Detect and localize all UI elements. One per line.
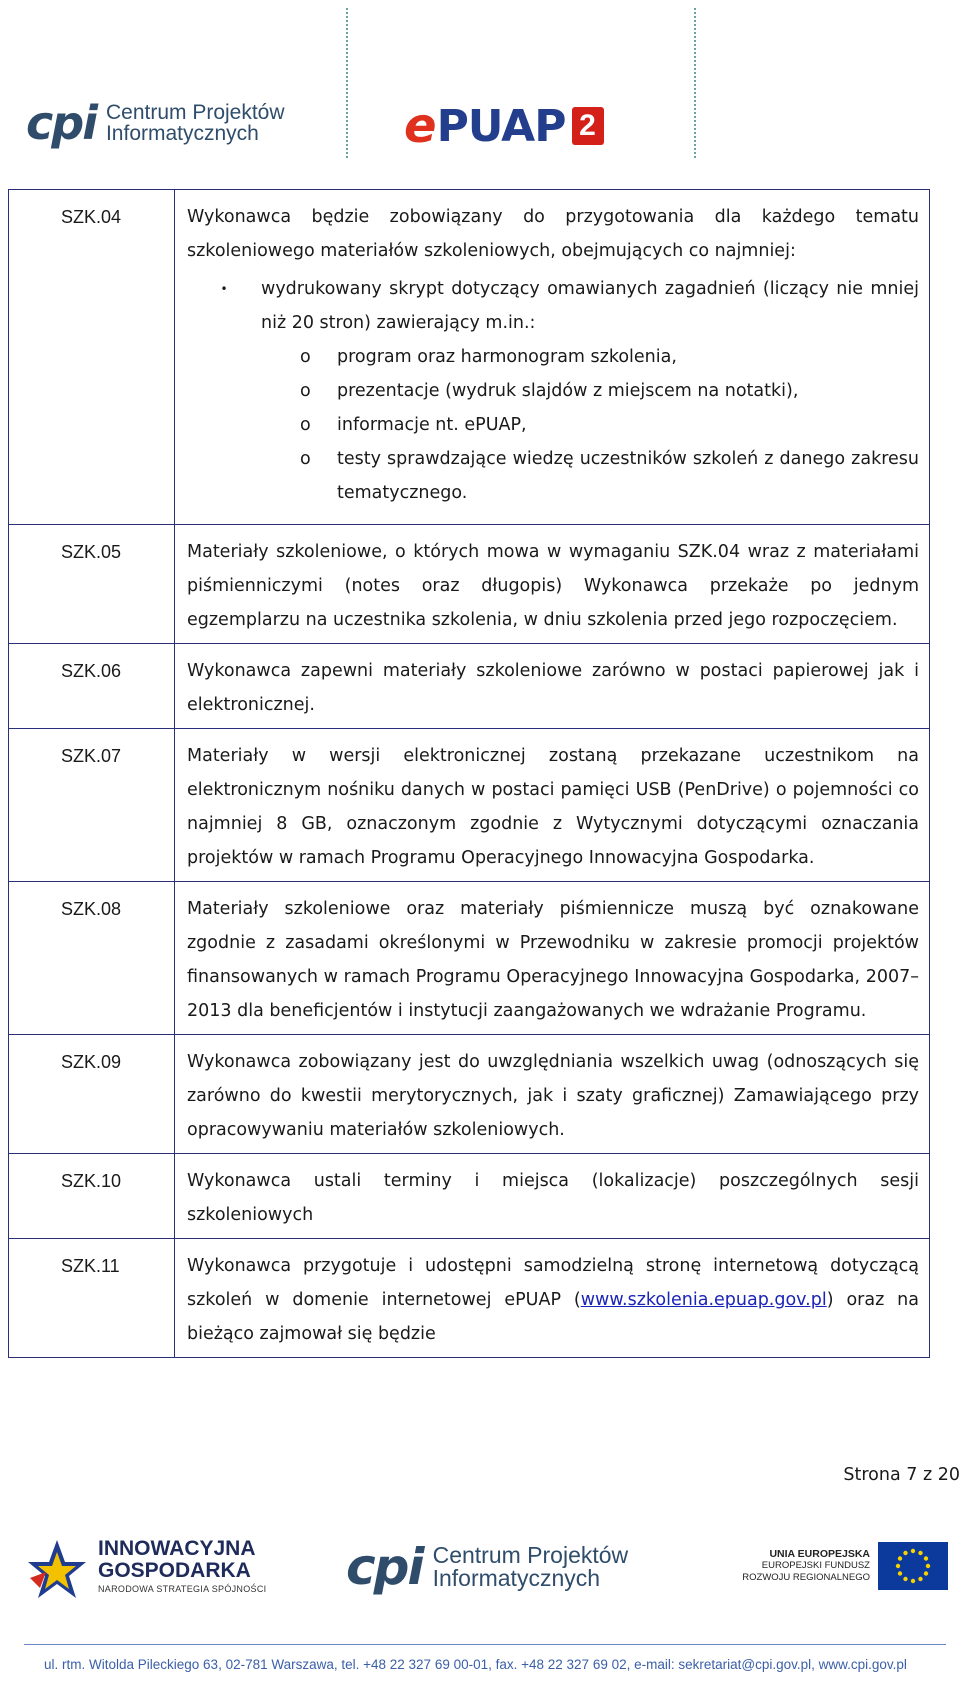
szkolenia-link[interactable]: www.szkolenia.epuap.gov.pl [580, 1290, 827, 1310]
epuap-logo [404, 98, 604, 154]
requirement-intro: Wykonawca będzie zobowiązany do przygotowania dla każdego tematu szkoleniowego materiałów szkoleniowych, obejmujących co najmniej: [187, 207, 919, 261]
requirement-code: SZK.04 [9, 190, 175, 525]
table-row [9, 190, 930, 525]
table-row [9, 1154, 930, 1239]
bullet-text: wydrukowany skrypt dotyczący omawianych zagadnień (liczący nie mniej niż 20 stron) zawierający m.in.: [261, 279, 919, 333]
innowacyjna-gospodarka-logo [26, 1538, 266, 1602]
requirements-table [8, 189, 930, 1358]
cpi-logo-line2: Informatycznych [105, 122, 259, 145]
eu-line2: EUROPEJSKI FUNDUSZ [761, 1560, 870, 1571]
ig-logo-line3: NARODOWA STRATEGIA SPÓJNOŚCI [98, 1584, 267, 1594]
eu-logo [742, 1542, 948, 1590]
eu-line3: ROZWOJU REGIONALNEGO [742, 1572, 870, 1583]
cpi-logo-header [26, 96, 285, 150]
epuap-logo-version: 2 [572, 107, 604, 145]
ig-logo-line2: GOSPODARKA [98, 1559, 251, 1582]
requirement-text-before-link: Wykonawca przygotuje i udostępni samodzielną stronę internetową dotyczącą szkoleń w domenie internetowej ePUAP ( [187, 1256, 919, 1310]
sub-bullet-icon: o [300, 449, 311, 469]
requirement-description: Wykonawca zapewni materiały szkoleniowe zarówno w postaci papierowej jak i elektronicznej. [175, 644, 930, 729]
bullet-item [187, 272, 919, 340]
requirement-code: SZK.11 [9, 1239, 175, 1358]
table-row [9, 729, 930, 882]
ig-star-icon [26, 1538, 88, 1602]
requirement-code: SZK.10 [9, 1154, 175, 1239]
requirement-description: Materiały szkoleniowe, o których mowa w wymaganiu SZK.04 wraz z materiałami piśmienniczymi (notes oraz długopis) Wykonawca przekaże po jednym egzemplarzu na uczestnika szkolenia, w dniu szkolenia przed jego rozpoczęciem. [175, 525, 930, 644]
requirement-code: SZK.05 [9, 525, 175, 644]
footer-divider [24, 1644, 946, 1645]
cpi-logo-line1: Centrum Projektów [432, 1541, 629, 1568]
eu-line1: UNIA EUROPEJSKA [769, 1548, 870, 1560]
requirement-code: SZK.08 [9, 882, 175, 1035]
table-row [9, 1035, 930, 1154]
sub-item [187, 340, 919, 374]
epuap-logo-e: e [404, 98, 437, 154]
eu-flag-icon [878, 1542, 948, 1590]
header-divider-2 [694, 8, 696, 158]
sub-item [187, 408, 919, 442]
requirement-description [175, 190, 930, 525]
sub-bullet-icon: o [300, 415, 311, 435]
page-number: Strona 7 z 20 [843, 1465, 960, 1485]
requirement-description: Wykonawca ustali terminy i miejsca (lokalizacje) poszczególnych sesji szkoleniowych [175, 1154, 930, 1239]
footer-logos [0, 1528, 960, 1618]
cpi-logo-mark: cpi [26, 96, 96, 150]
requirement-description: Materiały w wersji elektronicznej zostaną przekazane uczestnikom na elektronicznym nośniku danych w postaci pamięci USB (PenDrive) o pojemności co najmniej 8 GB, oznaczonym zgodnie z Wytycznymi dotyczącymi oznaczania projektów w ramach Programu Operacyjnego Innowacyjna Gospodarka. [175, 729, 930, 882]
table-row [9, 882, 930, 1035]
requirement-description [175, 1239, 930, 1358]
sub-item-text: informacje nt. ePUAP, [337, 415, 527, 435]
table-row [9, 644, 930, 729]
sub-bullet-icon: o [300, 347, 311, 367]
ig-logo-line1: INNOWACYJNA [98, 1537, 256, 1560]
epuap-logo-puap: PUAP [436, 100, 566, 152]
requirement-description: Wykonawca zobowiązany jest do uwzględniania wszelkich uwag (odnoszących się zarówno do kwestii merytorycznych, jak i szaty graficznej) Zamawiającego przy opracowywaniu materiałów szkoleniowych. [175, 1035, 930, 1154]
requirement-code: SZK.06 [9, 644, 175, 729]
footer-address: ul. rtm. Witolda Pileckiego 63, 02-781 Warszawa, tel. +48 22 327 69 00-01, fax. +48 22 327 69 02, e-mail: sekretariat@cpi.gov.pl, www.cpi.gov.pl [44, 1657, 907, 1672]
table-row [9, 525, 930, 644]
requirement-description: Materiały szkoleniowe oraz materiały piśmiennicze muszą być oznakowane zgodnie z zasadami określonymi w Przewodniku w zakresie promocji projektów finansowanych w ramach Programu Operacyjnego Innowacyjna Gospodarka, 2007–2013 dla beneficjentów i instytucji zaangażowanych we wdrażanie Programu. [175, 882, 930, 1035]
sub-item-text: prezentacje (wydruk slajdów z miejscem na notatki), [337, 381, 799, 401]
cpi-logo-mark: cpi [346, 1538, 423, 1596]
sub-item-text: testy sprawdzające wiedzę uczestników szkoleń z danego zakresu tematycznego. [337, 449, 919, 503]
sub-bullet-icon: o [300, 381, 311, 401]
requirement-code: SZK.09 [9, 1035, 175, 1154]
header-divider-1 [346, 8, 348, 158]
table-row [9, 1239, 930, 1358]
cpi-logo-line1: Centrum Projektów [105, 100, 285, 124]
sub-item [187, 374, 919, 408]
requirement-code: SZK.07 [9, 729, 175, 882]
cpi-logo-footer [346, 1538, 628, 1596]
sub-item [187, 442, 919, 510]
requirement-text-after-link: ) oraz na bieżąco zajmował się będzie [187, 1290, 919, 1344]
bullet-icon: • [220, 282, 228, 296]
cpi-logo-line2: Informatycznych [432, 1565, 601, 1591]
sub-item-text: program oraz harmonogram szkolenia, [337, 347, 677, 367]
